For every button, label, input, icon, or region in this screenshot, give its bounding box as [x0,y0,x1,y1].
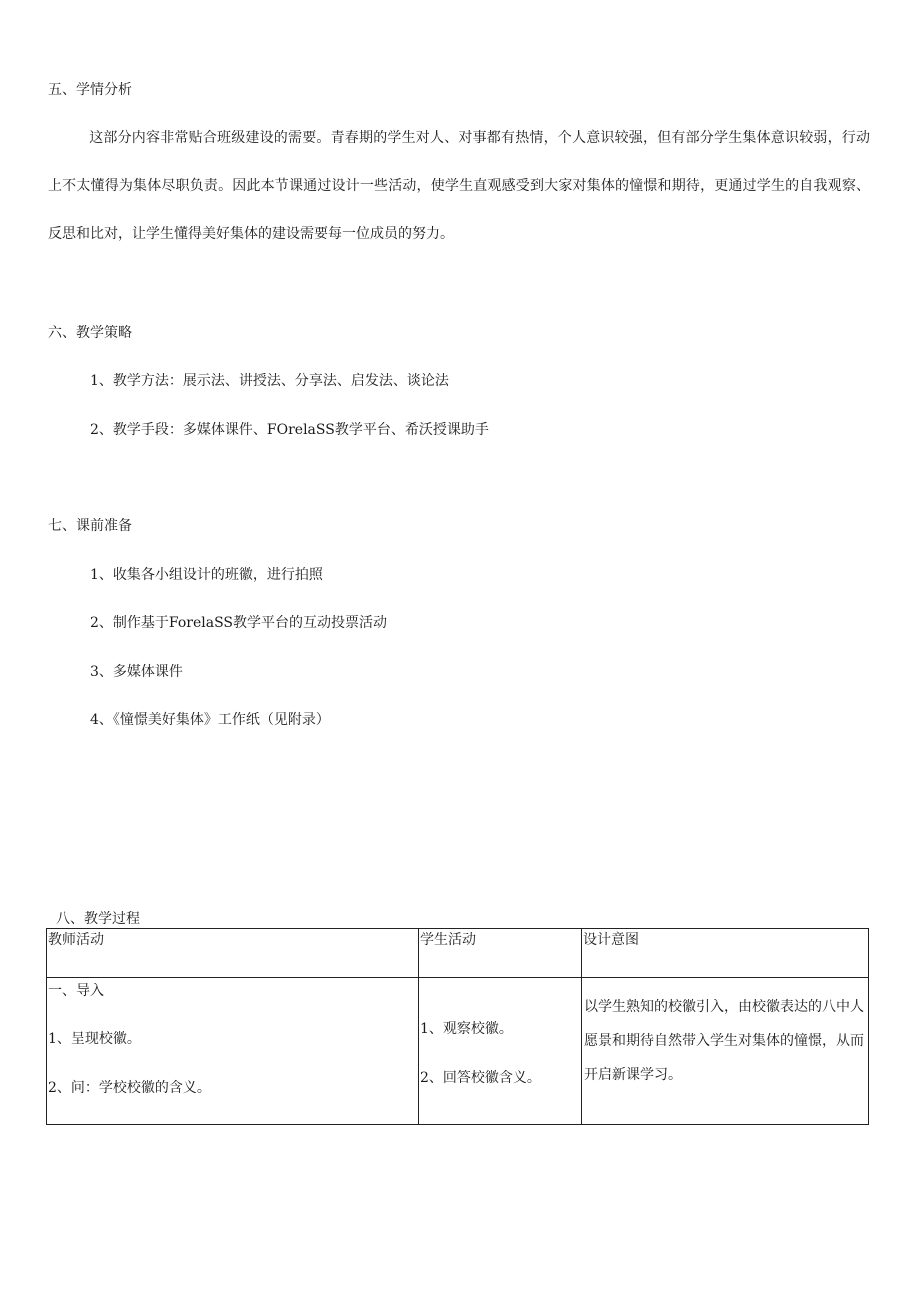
section-7-item-2: 2、制作基于ForelaSS教学平台的互动投票活动 [90,615,388,631]
student-activity-cell [419,978,582,1125]
section-7-heading: 七、课前准备 [48,518,132,534]
section-8-heading: 八、教学过程 [56,911,140,927]
section-7-item-3: 3、多媒体课件 [90,664,183,680]
section-6-heading: 六、教学策略 [48,325,132,341]
section-6-item-1: 1、教学方法：展示法、讲授法、分享法、启发法、谈论法 [90,373,449,389]
teacher-step-1: 1、呈现校徽。 [48,1031,141,1047]
section-6-item-2: 2、教学手段：多媒体课件、FOrelaSS教学平台、希沃授课助手 [90,422,489,438]
student-step-2: 2、回答校徽含义。 [420,1070,541,1086]
table-row [47,978,869,1125]
section-5-heading: 五、学情分析 [48,82,132,98]
teacher-step-2: 2、问：学校校徽的含义。 [48,1080,211,1096]
student-step-1: 1、观察校徽。 [420,1021,513,1037]
header-teacher-activity: 教师活动 [47,929,419,978]
design-intent-cell [582,978,869,1125]
table-header-row [47,929,869,978]
header-design-intent: 设计意图 [582,929,869,978]
design-intent-text: 以学生熟知的校徽引入，由校徽表达的八中人愿景和期待自然带入学生对集体的憧憬，从而开启新课学习。 [584,999,864,1083]
teaching-process-table [46,928,869,1125]
header-student-activity: 学生活动 [419,929,582,978]
teacher-activity-cell [47,978,419,1125]
section-7-item-4: 4、《憧憬美好集体》工作纸（见附录） [90,712,330,728]
teacher-step-intro: 一、导入 [48,983,104,999]
section-7-item-1: 1、收集各小组设计的班徽，进行拍照 [90,567,323,583]
section-5-paragraph [48,114,870,258]
section-5-paragraph-text: 这部分内容非常贴合班级建设的需要。青春期的学生对人、对事都有热情，个人意识较强，但有部分学生集体意识较弱，行动上不太懂得为集体尽职负责。因此本节课通过设计一些活动，使学生直观感受到大家对集体的憧憬和期待，更通过学生的自我观察、反思和比对，让学生懂得美好集体的建设需要每一位成员的努力。 [48,130,870,242]
